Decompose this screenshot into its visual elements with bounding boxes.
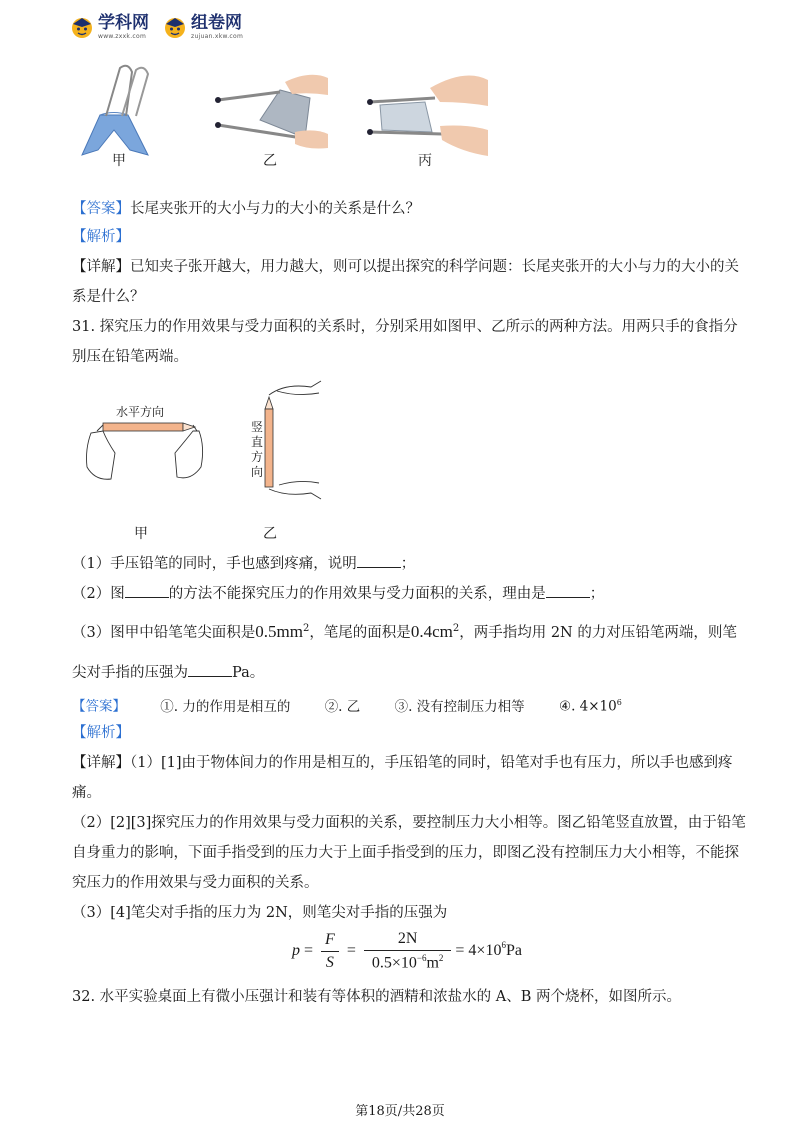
q31-answer-4-exp: 6 bbox=[616, 698, 622, 707]
formula-den-a: 0.5×10 bbox=[371, 954, 417, 972]
q31-answer-2: ②. 乙 bbox=[324, 698, 361, 715]
q31-sub3-unit: Pa。 bbox=[232, 665, 265, 681]
q32-stem: 32. 水平实验桌面上有微小压强计和装有等体积的酒精和浓盐水的 A、B 两个烧杯，如图所示。 bbox=[72, 989, 682, 1005]
q30-detail-tag: 【详解】 bbox=[72, 259, 130, 275]
horizontal-pencil-icon bbox=[87, 423, 203, 479]
q31-answer-4 bbox=[559, 692, 622, 718]
answer-blank[interactable] bbox=[125, 583, 169, 598]
q31-stem-line1: 31. 探究压力的作用效果与受力面积的关系时，分别采用如图甲、乙所示的两种方法。用两只手的食指分 bbox=[72, 319, 738, 335]
header-logos bbox=[70, 10, 243, 44]
brand-zujuan[interactable] bbox=[163, 12, 244, 40]
tail-area-value: 0.4cm bbox=[410, 621, 453, 641]
q31-sub3-line2 bbox=[72, 662, 732, 684]
answer-blank[interactable] bbox=[188, 662, 232, 677]
q31-sub2 bbox=[72, 583, 732, 605]
q31-detail2-line2: 自身重力的影响，下面手指受到的压力大于上面手指受到的压力，即图乙没有控制压力大小相等，不能探 bbox=[72, 845, 739, 861]
q30-answer-tag: 【答案】 bbox=[72, 201, 130, 217]
q31-sub2-text-b: 的方法不能探究压力的作用效果与受力面积的关系，理由是 bbox=[168, 586, 546, 602]
q31-sub3-text-a: （3）图甲中铅笔笔尖面积是 bbox=[72, 624, 256, 641]
q31-stem-line2: 别压在铅笔两端。 bbox=[72, 349, 188, 365]
formula-denominator bbox=[368, 951, 448, 972]
label-vertical-char: 方 bbox=[251, 450, 264, 464]
q31-sub1-end: ； bbox=[400, 556, 416, 572]
q31-detail1-line1 bbox=[72, 752, 732, 774]
q30-analysis bbox=[72, 226, 732, 248]
q31-analysis-tag: 【解析】 bbox=[72, 725, 130, 741]
page-number: 第18页/共28页 bbox=[355, 1104, 445, 1119]
tip-area-exponent: 2 bbox=[302, 623, 310, 634]
label-horizontal-direction: 水平方向 bbox=[116, 405, 165, 419]
formula-fraction-fs bbox=[321, 931, 339, 972]
brand1-name: 学科网 bbox=[98, 12, 149, 33]
q31-sub2-text-a: （2）图 bbox=[72, 586, 125, 602]
q31-detail2-line3: 究压力的作用效果与受力面积的关系。 bbox=[72, 875, 319, 891]
formula-result-unit: Pa bbox=[505, 942, 522, 959]
formula-p: p bbox=[292, 942, 300, 959]
q30-analysis-tag: 【解析】 bbox=[72, 229, 130, 245]
label-vertical-char: 竖 bbox=[251, 420, 264, 434]
q31-answer-1: ①. 力的作用是相互的 bbox=[160, 698, 291, 715]
tail-area-exponent: 2 bbox=[452, 623, 460, 634]
formula-den-exp: −6 bbox=[416, 952, 427, 963]
figure2-caption-jia: 甲 bbox=[134, 526, 148, 542]
q31-sub3-text-b: ，笔尾的面积是 bbox=[309, 624, 411, 641]
answer-blank[interactable] bbox=[357, 553, 401, 568]
vertical-pencil-icon bbox=[265, 381, 321, 499]
formula-den-exp2: 2 bbox=[438, 952, 444, 963]
formula-s: S bbox=[325, 953, 334, 971]
pencil-press-figure bbox=[75, 375, 335, 505]
q31-answer-3: ③. 没有控制压力相等 bbox=[394, 698, 525, 715]
brand2-name: 组卷网 bbox=[191, 12, 242, 33]
formula-result: = 4×10 bbox=[455, 942, 502, 959]
formula-fraction-values bbox=[364, 930, 452, 972]
q30-detail-text1: 已知夹子张开越大，用力越大，则可以提出探究的科学问题：长尾夹张开的大小与力的大小的关 bbox=[130, 259, 739, 275]
brand2-url: zujuan.xkw.com bbox=[191, 32, 244, 40]
formula-2n: 2N bbox=[364, 930, 452, 951]
tip-area-value: 0.5mm bbox=[255, 621, 303, 641]
figure2-caption-yi: 乙 bbox=[263, 526, 277, 542]
brand1-url: www.zxxk.com bbox=[98, 32, 147, 40]
q31-analysis bbox=[72, 722, 732, 744]
figure1-caption-bing: 丙 bbox=[418, 153, 432, 169]
zxxk-logo-icon bbox=[70, 15, 94, 39]
label-vertical-char: 直 bbox=[251, 435, 264, 449]
formula-f: F bbox=[321, 931, 339, 952]
label-vertical-char: 向 bbox=[251, 465, 264, 479]
formula-den-b: m bbox=[426, 954, 439, 972]
formula-eq: = bbox=[304, 942, 314, 959]
q31-sub3-line1 bbox=[72, 618, 737, 644]
q31-answer bbox=[72, 692, 732, 718]
binder-clip-half-open-icon bbox=[215, 75, 328, 149]
answer-blank[interactable] bbox=[546, 583, 590, 598]
q30-answer bbox=[72, 198, 732, 220]
figure1-caption-yi: 乙 bbox=[263, 153, 277, 169]
q30-answer-text: 长尾夹张开的大小与力的大小的关系是什么？ bbox=[130, 201, 420, 217]
q31-answer-tag: 【答案】 bbox=[72, 698, 126, 715]
formula-result-exp: 6 bbox=[501, 940, 506, 950]
brand-zxxk[interactable] bbox=[70, 12, 149, 40]
q31-detail1-line2: 痛。 bbox=[72, 785, 101, 801]
zujuan-logo-icon bbox=[163, 15, 187, 39]
q31-sub1 bbox=[72, 553, 732, 575]
q31-answer-4-text: ④. 4×10 bbox=[558, 698, 617, 715]
binder-clip-wide-open-icon bbox=[367, 76, 488, 157]
q31-detail1-text: （1）[1]由于物体间力的作用是相互的，手压铅笔的同时，铅笔对手也有压力，所以手也感到疼 bbox=[130, 755, 733, 771]
q30-detail-line2: 系是什么？ bbox=[72, 289, 145, 305]
formula-eq2: = bbox=[346, 942, 356, 959]
figure1-caption-jia: 甲 bbox=[112, 153, 126, 169]
pressure-formula bbox=[292, 928, 522, 974]
q31-detail-tag: 【详解】 bbox=[72, 755, 130, 771]
q31-sub3-line2-text: 尖对手指的压强为 bbox=[72, 665, 188, 681]
binder-clip-closed-icon bbox=[82, 66, 148, 155]
q31-sub3-text-c: ，两手指均用 2N 的力对压铅笔两端，则笔 bbox=[459, 624, 737, 641]
q30-detail-line1 bbox=[72, 256, 739, 278]
label-vertical-direction bbox=[251, 420, 265, 480]
q31-detail2-line1: （2）[2][3]探究压力的作用效果与受力面积的关系，要控制压力大小相等。图乙铅笔竖直放置，由于铅笔 bbox=[72, 815, 746, 831]
q31-sub2-end: ； bbox=[589, 586, 605, 602]
q31-detail3-line1: （3）[4]笔尖对手指的压力为 2N，则笔尖对手指的压强为 bbox=[72, 905, 448, 921]
q31-sub1-text: （1）手压铅笔的同时，手也感到疼痛，说明 bbox=[72, 556, 357, 572]
